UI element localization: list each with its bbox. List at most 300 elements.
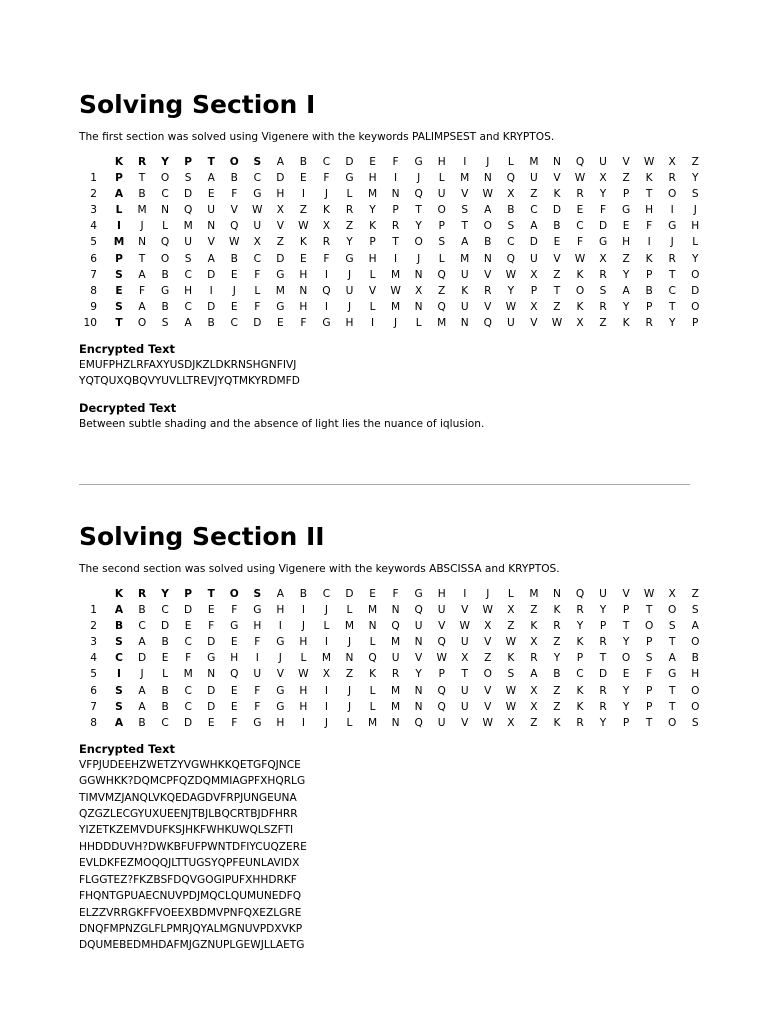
header-cell: W [643,588,655,600]
table-cell: U [530,252,538,265]
table-cell: T [668,684,676,697]
table-cell: P [645,268,653,281]
table-cell: W [505,268,517,281]
table-cell: B [161,700,169,713]
table-cell: D [207,300,216,313]
header-cell: J [486,156,490,168]
table-cell: P [692,316,699,329]
table-cell: C [161,716,169,729]
table-cell: R [645,316,653,329]
table-cell: E [622,220,630,233]
table-cell: K [369,668,377,681]
row-number: 3 [90,636,97,649]
table-row [79,299,700,315]
table-cell: T [461,220,468,233]
table-cell: V [461,188,469,201]
header-cell: V [622,156,630,168]
table-cell: J [140,668,144,681]
table-cell: D [137,652,147,665]
table-cell: O [644,620,654,633]
header-cell: U [599,156,607,168]
table-cell: A [138,636,146,649]
table-cell: A [138,268,146,281]
table-cell: X [484,620,492,633]
header-cell: Y [161,588,169,600]
table-cell: F [300,316,307,329]
table-cell: S [184,172,192,185]
table-cell: E [230,268,238,281]
table-cell: O [691,700,700,713]
table-cell: F [576,236,584,249]
table-cell: I [324,636,328,649]
table-cell: Q [391,620,400,633]
table-cell: W [436,652,447,665]
table-cell: N [414,684,423,697]
table-cell: Z [553,268,561,281]
table-cell: W [505,300,517,313]
table-cell: J [347,268,352,281]
header-cell: Z [691,588,699,600]
table-cell: I [394,172,398,185]
table-cell: C [576,668,584,681]
table-cell: Z [345,668,354,681]
table-cell: H [645,204,654,217]
table-cell: Y [622,636,630,649]
table-cell: J [693,204,697,217]
header-cell: N [552,156,561,168]
header-cell: C [322,156,331,168]
table-cell: K [461,284,469,297]
table-cell: D [184,716,193,729]
table-cell: R [599,700,607,713]
table-cell: N [483,252,492,265]
encrypted-line: FHQNTGPUAECNUVPDJMQCLQUMUNEDFQ [79,890,302,903]
table-cell: I [324,300,328,313]
encrypted-line: FLGGTEZ?FKZBSFDQVGOGIPUFXHHDRKF [79,873,297,886]
table-cell: I [301,188,305,201]
row-key-letter: S [115,700,123,713]
header-cell: G [414,588,423,600]
table-cell: M [391,636,401,649]
table-cell: Q [368,652,377,665]
table-cell: T [668,636,676,649]
table-cell: C [530,204,538,217]
table-cell: U [460,636,469,649]
table-cell: N [414,636,423,649]
table-cell: J [324,188,328,201]
table-cell: V [484,636,492,649]
section-1-encrypted-label: Encrypted Text [79,342,175,357]
table-cell: L [369,700,376,713]
row-key-letter: I [117,668,121,681]
table-cell: E [184,620,192,633]
row-number: 3 [90,204,97,217]
table-cell: Q [506,252,516,265]
table-cell: L [254,284,261,297]
table-cell: L [692,236,699,249]
table-row [79,283,700,299]
header-cell: H [437,588,446,600]
table-cell: L [346,716,353,729]
header-cell: V [622,588,630,600]
table-cell: B [138,188,146,201]
table-cell: G [668,668,677,681]
header-cell: K [114,588,124,600]
header-cell: A [276,156,284,168]
table-cell: I [324,684,328,697]
table-cell: V [484,684,492,697]
table-cell: K [299,236,307,249]
section-2-encrypted-text [79,757,691,954]
table-cell: C [184,300,192,313]
table-cell: Y [692,252,699,265]
table-cell: U [253,668,262,681]
table-cell: B [507,204,515,217]
table-cell: L [369,268,376,281]
table-cell: C [184,700,192,713]
table-row [79,202,697,218]
table-cell: E [553,236,561,249]
table-cell: Z [276,236,284,249]
header-cell: L [507,588,514,600]
table-cell: M [367,604,378,617]
table-cell: Z [553,700,561,713]
table-cell: M [137,204,147,217]
table-cell: F [323,172,330,185]
table-row [79,634,700,650]
table-cell: X [599,172,607,185]
row-number: 8 [90,284,97,297]
header-cell: X [668,588,676,600]
row-key-letter: S [115,268,123,281]
table-cell: G [621,204,631,217]
row-key-letter: A [114,604,124,617]
table-row [79,170,699,186]
table-cell: X [530,700,538,713]
table-cell: V [438,620,446,633]
table-cell: B [161,684,169,697]
table-cell: F [254,268,261,281]
table-cell: Q [437,684,446,697]
table-cell: T [553,284,561,297]
table-cell: G [276,300,285,313]
row-number: 4 [90,220,97,233]
row-number: 10 [83,316,97,329]
row-key-letter: P [115,252,123,265]
table-cell: G [668,220,677,233]
table-cell: H [368,172,377,185]
table-cell: D [691,284,700,297]
decrypted-line: Between subtle shading and the absence of light lies the nuance of iqlusion. [79,417,485,430]
table-cell: H [276,716,285,729]
table-cell: L [438,172,445,185]
table-cell: F [254,636,261,649]
table-cell: L [369,636,376,649]
table-cell: F [231,188,238,201]
table-cell: R [668,172,676,185]
table-cell: L [346,604,353,617]
table-cell: Z [622,252,630,265]
table-cell: I [301,604,305,617]
table-cell: D [161,620,170,633]
table-cell: I [670,204,674,217]
table-cell: G [253,188,262,201]
table-cell: Y [553,652,561,665]
table-cell: O [483,220,492,233]
section-1-encrypted-text [79,357,691,390]
table-cell: E [276,316,284,329]
table-cell: F [254,684,261,697]
table-cell: E [576,204,584,217]
table-cell: T [415,204,422,217]
table-cell: T [668,700,676,713]
table-cell: C [184,684,192,697]
table-cell: F [323,252,330,265]
section-1 [79,88,700,432]
table-cell: D [529,236,538,249]
table-cell: Z [507,620,515,633]
header-cell: E [369,156,376,168]
table-row [79,315,699,331]
row-key-letter: S [115,636,123,649]
table-cell: X [507,716,515,729]
table-cell: P [622,188,630,201]
table-cell: Z [530,188,538,201]
table-cell: S [507,220,515,233]
table-cell: G [276,636,285,649]
table-cell: G [160,284,170,297]
table-cell: E [207,188,215,201]
table-cell: P [645,636,653,649]
table-cell: M [460,172,470,185]
table-row [79,699,700,715]
table-cell: C [161,188,169,201]
table-cell: M [367,716,378,729]
table-cell: O [575,284,585,297]
table-cell: N [345,652,354,665]
table-cell: D [552,204,562,217]
row-number: 6 [90,252,97,265]
table-cell: U [207,204,216,217]
table-cell: J [324,716,328,729]
table-cell: N [391,716,400,729]
header-cell: I [463,156,467,168]
table-cell: V [461,716,469,729]
encrypted-line: QZGZLECGYUXUEENJTBJLBQCRTBJDFHRR [79,808,298,821]
table-cell: Y [346,236,353,249]
row-key-letter: A [114,716,124,729]
table-cell: A [530,668,538,681]
table-cell: R [484,284,492,297]
header-cell: X [668,156,676,168]
table-cell: P [599,620,607,633]
table-cell: A [668,652,676,665]
table-cell: H [276,604,285,617]
table-cell: I [301,716,305,729]
row-key-letter: S [115,300,123,313]
table-cell: S [691,604,699,617]
table-cell: C [668,284,676,297]
table-cell: Q [183,204,193,217]
table-cell: U [437,716,446,729]
table-cell: M [391,700,401,713]
header-cell: S [253,156,262,168]
table-cell: N [299,284,308,297]
table-cell: S [461,204,469,217]
table-cell: X [530,636,538,649]
table-cell: I [278,620,282,633]
table-cell: X [530,684,538,697]
table-cell: B [230,172,238,185]
table-cell: N [368,620,377,633]
table-cell: X [276,204,284,217]
table-cell: U [391,652,400,665]
table-cell: Y [622,684,630,697]
table-cell: F [231,716,238,729]
table-cell: Q [414,604,423,617]
table-cell: N [460,316,469,329]
header-cell: Z [691,156,699,168]
table-cell: N [483,172,492,185]
table-cell: G [345,252,354,265]
table-cell: E [300,172,307,185]
table-cell: Y [622,300,630,313]
table-cell: P [645,684,653,697]
table-cell: U [460,700,469,713]
header-cell: R [137,588,147,600]
table-cell: F [600,204,607,217]
table-cell: Y [622,700,630,713]
section-2 [79,520,700,954]
table-cell: C [184,268,192,281]
table-cell: H [276,188,285,201]
table-cell: D [184,604,193,617]
table-cell: C [184,636,192,649]
table-cell: J [140,220,144,233]
table-cell: Z [345,220,354,233]
table-cell: S [599,284,607,297]
table-cell: A [138,684,146,697]
table-cell: V [484,300,492,313]
section-2-title: Solving Section II [79,522,325,551]
table-cell: Y [507,284,515,297]
table-cell: W [505,700,517,713]
table-cell: N [161,204,170,217]
table-cell: W [505,636,517,649]
table-row [79,715,699,731]
table-cell: F [185,652,192,665]
table-cell: H [368,252,377,265]
encrypted-line: YIZETKZEMVDUFKSJHKFWHKUWQLSZFTI [79,824,294,837]
row-key-letter: C [115,652,123,665]
table-cell: P [438,668,445,681]
table-cell: N [207,668,216,681]
table-cell: P [438,220,445,233]
table-cell: O [691,300,700,313]
table-cell: X [507,188,515,201]
table-cell: L [162,220,169,233]
table-cell: R [599,300,607,313]
table-cell: Z [484,652,492,665]
table-cell: S [645,652,653,665]
table-cell: C [507,236,515,249]
table-cell: W [505,684,517,697]
table-cell: M [437,316,447,329]
table-cell: T [645,188,653,201]
table-cell: B [553,220,561,233]
table-cell: O [437,204,446,217]
header-cell: P [184,156,193,168]
table-cell: W [298,220,309,233]
table-cell: P [622,716,630,729]
table-cell: Y [415,668,422,681]
table-cell: G [207,652,216,665]
header-cell: B [299,588,308,600]
table-cell: V [415,652,423,665]
table-cell: C [161,604,169,617]
table-cell: N [414,268,423,281]
table-cell: Z [553,636,561,649]
table-cell: H [345,316,354,329]
table-cell: G [598,236,608,249]
row-number: 7 [90,268,97,281]
table-cell: B [207,316,215,329]
table-cell: X [599,252,607,265]
table-cell: L [438,252,445,265]
table-row [79,683,700,699]
header-cell: Y [161,156,169,168]
table-cell: J [417,252,421,265]
table-row [79,650,699,666]
encrypted-line: VFPJUDEEHZWETZYVGWHKKQETGFQJNCE [79,758,301,771]
table-cell: G [230,620,239,633]
table-cell: G [276,268,285,281]
section-1-intro: The first section was solved using Vigenere with the keywords PALIMPSEST and KRYPTOS. [79,131,555,143]
table-cell: S [507,668,515,681]
table-cell: V [461,604,469,617]
header-cell: J [486,588,490,600]
table-cell: Q [414,188,423,201]
table-cell: U [437,604,446,617]
encrypted-line: HHDDDUVH?DWKBFUFPWNTDFIYCUQZERE [79,840,307,853]
table-cell: U [437,188,446,201]
encrypted-line: DQUMEBEDMHDAFMJGZNUPLGEWJLLAETG [79,939,305,952]
table-cell: Q [437,636,446,649]
section-2-intro: The second section was solved using Vigenere with the keywords ABSCISSA and KRYPTOS. [79,563,560,575]
table-cell: Q [506,172,516,185]
header-cell: M [529,588,539,600]
table-cell: A [622,284,630,297]
table-cell: K [622,316,630,329]
table-cell: R [576,188,584,201]
table-cell: P [622,604,630,617]
table-cell: T [461,668,468,681]
table-row [79,251,699,267]
table-cell: K [369,220,377,233]
table-cell: K [576,700,584,713]
table-cell: Y [599,716,607,729]
table-cell: P [392,204,399,217]
table-cell: J [278,652,282,665]
table-cell: U [253,220,262,233]
table-cell: P [576,652,584,665]
table-cell: R [576,604,584,617]
header-cell: F [392,588,399,600]
table-cell: M [391,300,401,313]
table-cell: O [621,652,631,665]
header-cell: H [437,156,446,168]
table-cell: X [322,668,331,681]
